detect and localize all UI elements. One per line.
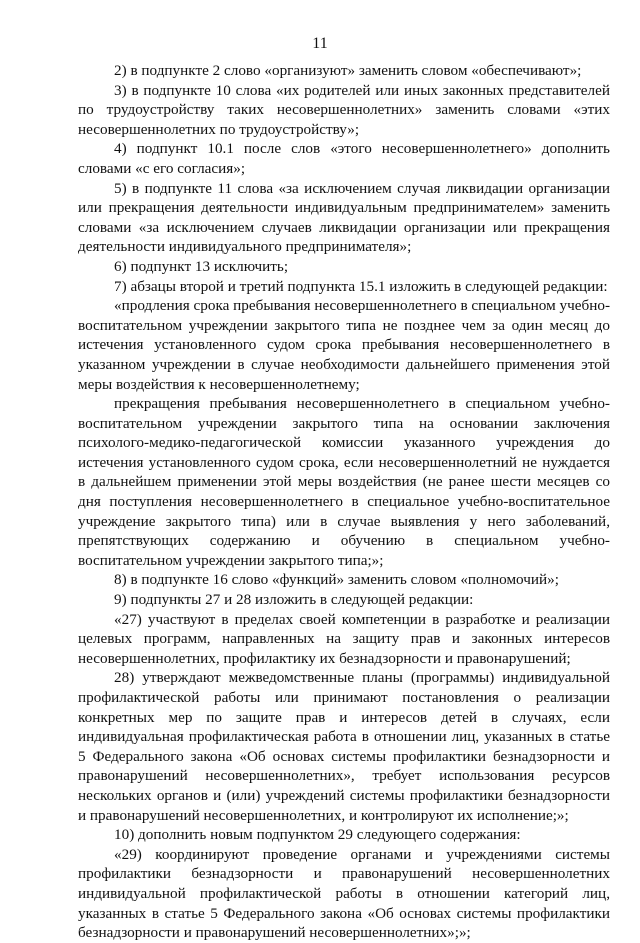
paragraph-item-6: 6) подпункт 13 исключить; bbox=[114, 257, 289, 275]
quoted-paragraph-29: «29) координируют проведение органами и учреждениями системы профилактики безнадзорности и правонарушений несовершеннолетних индивидуальной профилактической работы в отношении категорий лиц, указанных в статье 5 Федерального закона «Об основах системы профилактики безнадзорности и правонарушений несовершеннолетних»;»; bbox=[78, 845, 610, 942]
paragraph-item-2: 2) в подпункте 2 слово «организуют» заменить словом «обеспечивают»; bbox=[114, 62, 582, 79]
quoted-paragraph-prolongation: «продления срока пребывания несовершеннолетнего в специальном учебно-воспитательном учреждении закрытого типа не позднее чем за один месяц до истечения установленного судом срока пребывания несовершеннолетнего в указанном учреждении в случае необходимости дальнейшего применения этой меры воздействия к несовершеннолетнему; bbox=[78, 297, 610, 393]
quoted-paragraph-termination: прекращения пребывания несовершеннолетнего в специальном учебно-воспитательном учреждении закрытого типа на основании заключения психолого-медико-педагогической комиссии указанного учреждения до истечения установленного судом срока, если несовершеннолетний не нуждается в дальнейшем применении этой меры воздействия (не ранее шести месяцев со дня поступления несовершеннолетнего в специальное учебно-воспитательное учреждение закрытого типа) или в случае выявления у него заболеваний, препятствующих содержанию и обучению в специальном учебно-воспитательном учреждении закрытого типа;»; bbox=[78, 395, 610, 569]
paragraph-item-8: 8) в подпункте 16 слово «функций» заменить словом «полномочий»; bbox=[114, 571, 559, 589]
quoted-paragraph-28: 28) утверждают межведомственные планы (программы) индивидуальной профилактической работы или принимают постановления о реализации конкретных мер по защите прав и интересов детей в случаях, если индивидуальная профилактическая работа в отношении лиц, указанных в статье 5 Федерального закона «Об основах системы профилактики безнадзорности и правонарушений несовершеннолетних», требует использования ресурсов нескольких органов и (или) учреждений системы профилактики безнадзорности и правонарушений несовершеннолетних, и контролируют их исполнение;»; bbox=[78, 669, 610, 824]
document-body bbox=[78, 61, 610, 943]
page-number: 11 bbox=[312, 35, 328, 52]
paragraph-item-10: 10) дополнить новым подпунктом 29 следующего содержания: bbox=[114, 826, 521, 844]
paragraph-item-7: 7) абзацы второй и третий подпункта 15.1 изложить в следующей редакции: bbox=[114, 277, 608, 295]
paragraph-item-9: 9) подпункты 27 и 28 изложить в следующей редакции: bbox=[114, 591, 474, 609]
paragraph-item-3: 3) в подпункте 10 слова «их родителей или иных законных представителей по трудоустройству таких несовершеннолетних» заменить словами «этих несовершеннолетних по трудоустройству»; bbox=[78, 81, 610, 138]
paragraph-item-4: 4) подпункт 10.1 после слов «этого несовершеннолетнего» дополнить словами «с его согласия»; bbox=[78, 140, 610, 177]
quoted-paragraph-27: «27) участвуют в пределах своей компетенции в разработке и реализации целевых программ, направленных на защиту прав и законных интересов несовершеннолетних, профилактику их безнадзорности и правонарушений; bbox=[78, 610, 610, 667]
paragraph-item-5: 5) в подпункте 11 слова «за исключением случая ликвидации организации или прекращения деятельности индивидуальным предпринимателем» заменить словами «за исключением случаев ликвидации организации или прекращения деятельности индивидуального предпринимателя»; bbox=[78, 179, 610, 256]
